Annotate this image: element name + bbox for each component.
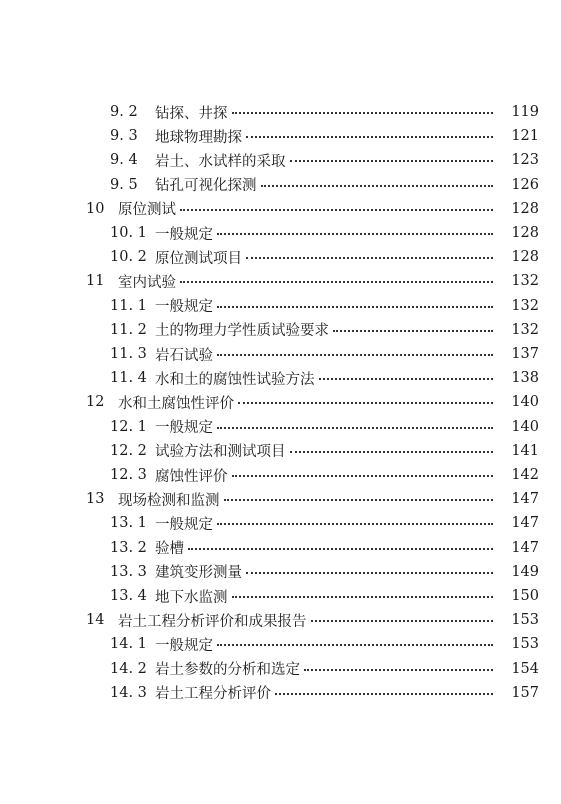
toc-entry-title: 现场检测和监测 [118,492,220,509]
toc-entry-page-number: 132 [511,321,539,338]
dot-leader [217,644,493,646]
toc-entry-page-number: 147 [511,539,539,556]
dot-leader [311,620,494,622]
toc-entry-number: 9. 5 [110,176,138,193]
toc-chapter-entry [0,197,561,221]
toc-entry-number: 12. 2 [110,442,147,459]
toc-entry-title: 一般规定 [155,420,213,437]
toc-section-entry [0,657,561,681]
toc-section-entry [0,560,561,584]
toc-entry-page-number: 121 [511,128,539,145]
toc-entry-page-number: 142 [511,467,539,483]
toc-entry-title: 岩石试验 [155,347,213,364]
toc-entry-number: 14 [86,612,105,629]
dot-leader [180,281,493,283]
toc-entry-number: 11. 3 [110,346,147,362]
toc-entry-title: 建筑变形测量 [155,565,242,582]
toc-entry-page-number: 157 [511,684,539,701]
toc-entry-number: 14. 3 [110,684,147,701]
toc-entry-title: 岩土工程分析评价 [155,686,271,703]
toc-section-entry [0,294,561,318]
toc-section-entry [0,366,561,390]
toc-entry-number: 10. 1 [110,225,147,241]
toc-entry-title: 地球物理勘探 [155,129,242,146]
toc-entry-number: 12. 1 [110,418,147,435]
toc-entry-number: 13. 1 [110,515,147,532]
dot-leader [246,257,493,259]
toc-entry-title: 土的物理力学性质试验要求 [155,323,329,340]
dot-leader [217,427,493,429]
toc-entry-number: 13 [86,491,105,508]
toc-section-entry [0,100,561,124]
toc-entry-title: 一般规定 [155,299,213,316]
toc-chapter-entry [0,269,561,293]
toc-entry-page-number: 138 [511,370,539,387]
toc-entry-title: 岩土、水试样的采取 [155,153,286,170]
toc-entry-number: 11. 2 [110,321,147,338]
toc-entry-title: 原位测试项目 [155,250,242,267]
dot-leader [232,596,494,598]
dot-leader [232,112,494,114]
toc-entry-page-number: 140 [511,418,539,435]
toc-entry-title: 岩土工程分析评价和成果报告 [118,613,307,630]
toc-entry-title: 地下水监测 [155,589,228,606]
toc-section-entry [0,511,561,535]
toc-entry-title: 验槽 [155,541,184,558]
dot-leader [246,572,493,574]
toc-entry-page-number: 123 [511,152,539,169]
toc-entry-title: 钻探、井探 [155,105,228,122]
toc-entry-number: 13. 2 [110,539,147,556]
toc-section-entry [0,318,561,342]
toc-entry-number: 10 [86,200,105,217]
toc-entry-page-number: 119 [511,104,539,120]
toc-section-entry [0,681,561,705]
dot-leader [275,693,493,695]
toc-section-entry [0,439,561,463]
dot-leader [261,185,494,187]
dot-leader [188,548,493,550]
dot-leader [224,499,494,501]
toc-chapter-entry [0,608,561,632]
toc-section-entry [0,415,561,439]
toc-section-entry [0,124,561,148]
dot-leader [232,475,494,477]
toc-entry-page-number: 137 [511,346,539,362]
toc-section-entry [0,463,561,487]
toc-entry-page-number: 140 [511,394,539,411]
toc-section-entry [0,536,561,560]
toc-section-entry [0,245,561,269]
toc-entry-number: 12. 3 [110,467,147,483]
toc-entry-page-number: 153 [511,636,539,653]
toc-section-entry [0,584,561,608]
toc-entry-title: 水和土的腐蚀性试验方法 [155,371,315,388]
toc-entry-title: 原位测试 [118,202,176,219]
toc-entry-number: 9. 4 [110,152,138,169]
toc-entry-title: 室内试验 [118,274,176,291]
toc-entry-page-number: 132 [511,297,539,314]
dot-leader [246,136,493,138]
toc-chapter-entry [0,390,561,414]
toc-section-entry [0,342,561,366]
toc-entry-number: 9. 2 [110,104,138,120]
toc-entry-number: 10. 2 [110,249,147,266]
toc-entry-title: 腐蚀性评价 [155,468,228,485]
toc-entry-page-number: 126 [511,176,539,193]
toc-entry-title: 一般规定 [155,637,213,654]
toc-entry-title: 岩土参数的分析和选定 [155,662,300,679]
toc-section-entry [0,632,561,656]
toc-entry-number: 12 [86,394,105,411]
toc-entry-page-number: 128 [511,225,539,241]
toc-entry-title: 一般规定 [155,226,213,243]
dot-leader [180,209,493,211]
toc-entry-page-number: 150 [511,588,539,604]
toc-entry-number: 11. 1 [110,297,147,314]
toc-section-entry [0,173,561,197]
toc-entry-page-number: 132 [511,273,539,290]
dot-leader [217,306,493,308]
toc-entry-number: 11. 4 [110,370,147,387]
toc-entry-number: 14. 1 [110,636,147,653]
dot-leader [217,233,493,235]
dot-leader [290,160,494,162]
toc-entry-page-number: 128 [511,249,539,266]
dot-leader [333,330,493,332]
dot-leader [238,402,493,404]
toc-entry-number: 13. 3 [110,563,147,580]
dot-leader [217,523,493,525]
toc-entry-title: 一般规定 [155,516,213,533]
toc-entry-title: 水和土腐蚀性评价 [118,395,234,412]
toc-entry-page-number: 149 [511,563,539,580]
toc-section-entry [0,221,561,245]
dot-leader [217,354,493,356]
toc-entry-page-number: 128 [511,200,539,217]
toc-chapter-entry [0,487,561,511]
dot-leader [304,669,493,671]
toc-entry-page-number: 153 [511,612,539,629]
toc-entry-number: 13. 4 [110,588,147,604]
toc-entry-title: 钻孔可视化探测 [155,178,257,195]
toc-entry-page-number: 147 [511,515,539,532]
toc-entry-page-number: 141 [511,442,539,459]
toc-entry-page-number: 147 [511,491,539,508]
toc-entry-page-number: 154 [511,660,539,677]
toc-entry-number: 11 [86,273,105,290]
toc-section-entry [0,148,561,172]
dot-leader [319,378,494,380]
toc-entry-number: 9. 3 [110,128,138,145]
toc-entry-number: 14. 2 [110,660,147,677]
dot-leader [290,451,494,453]
toc-entry-title: 试验方法和测试项目 [155,444,286,461]
